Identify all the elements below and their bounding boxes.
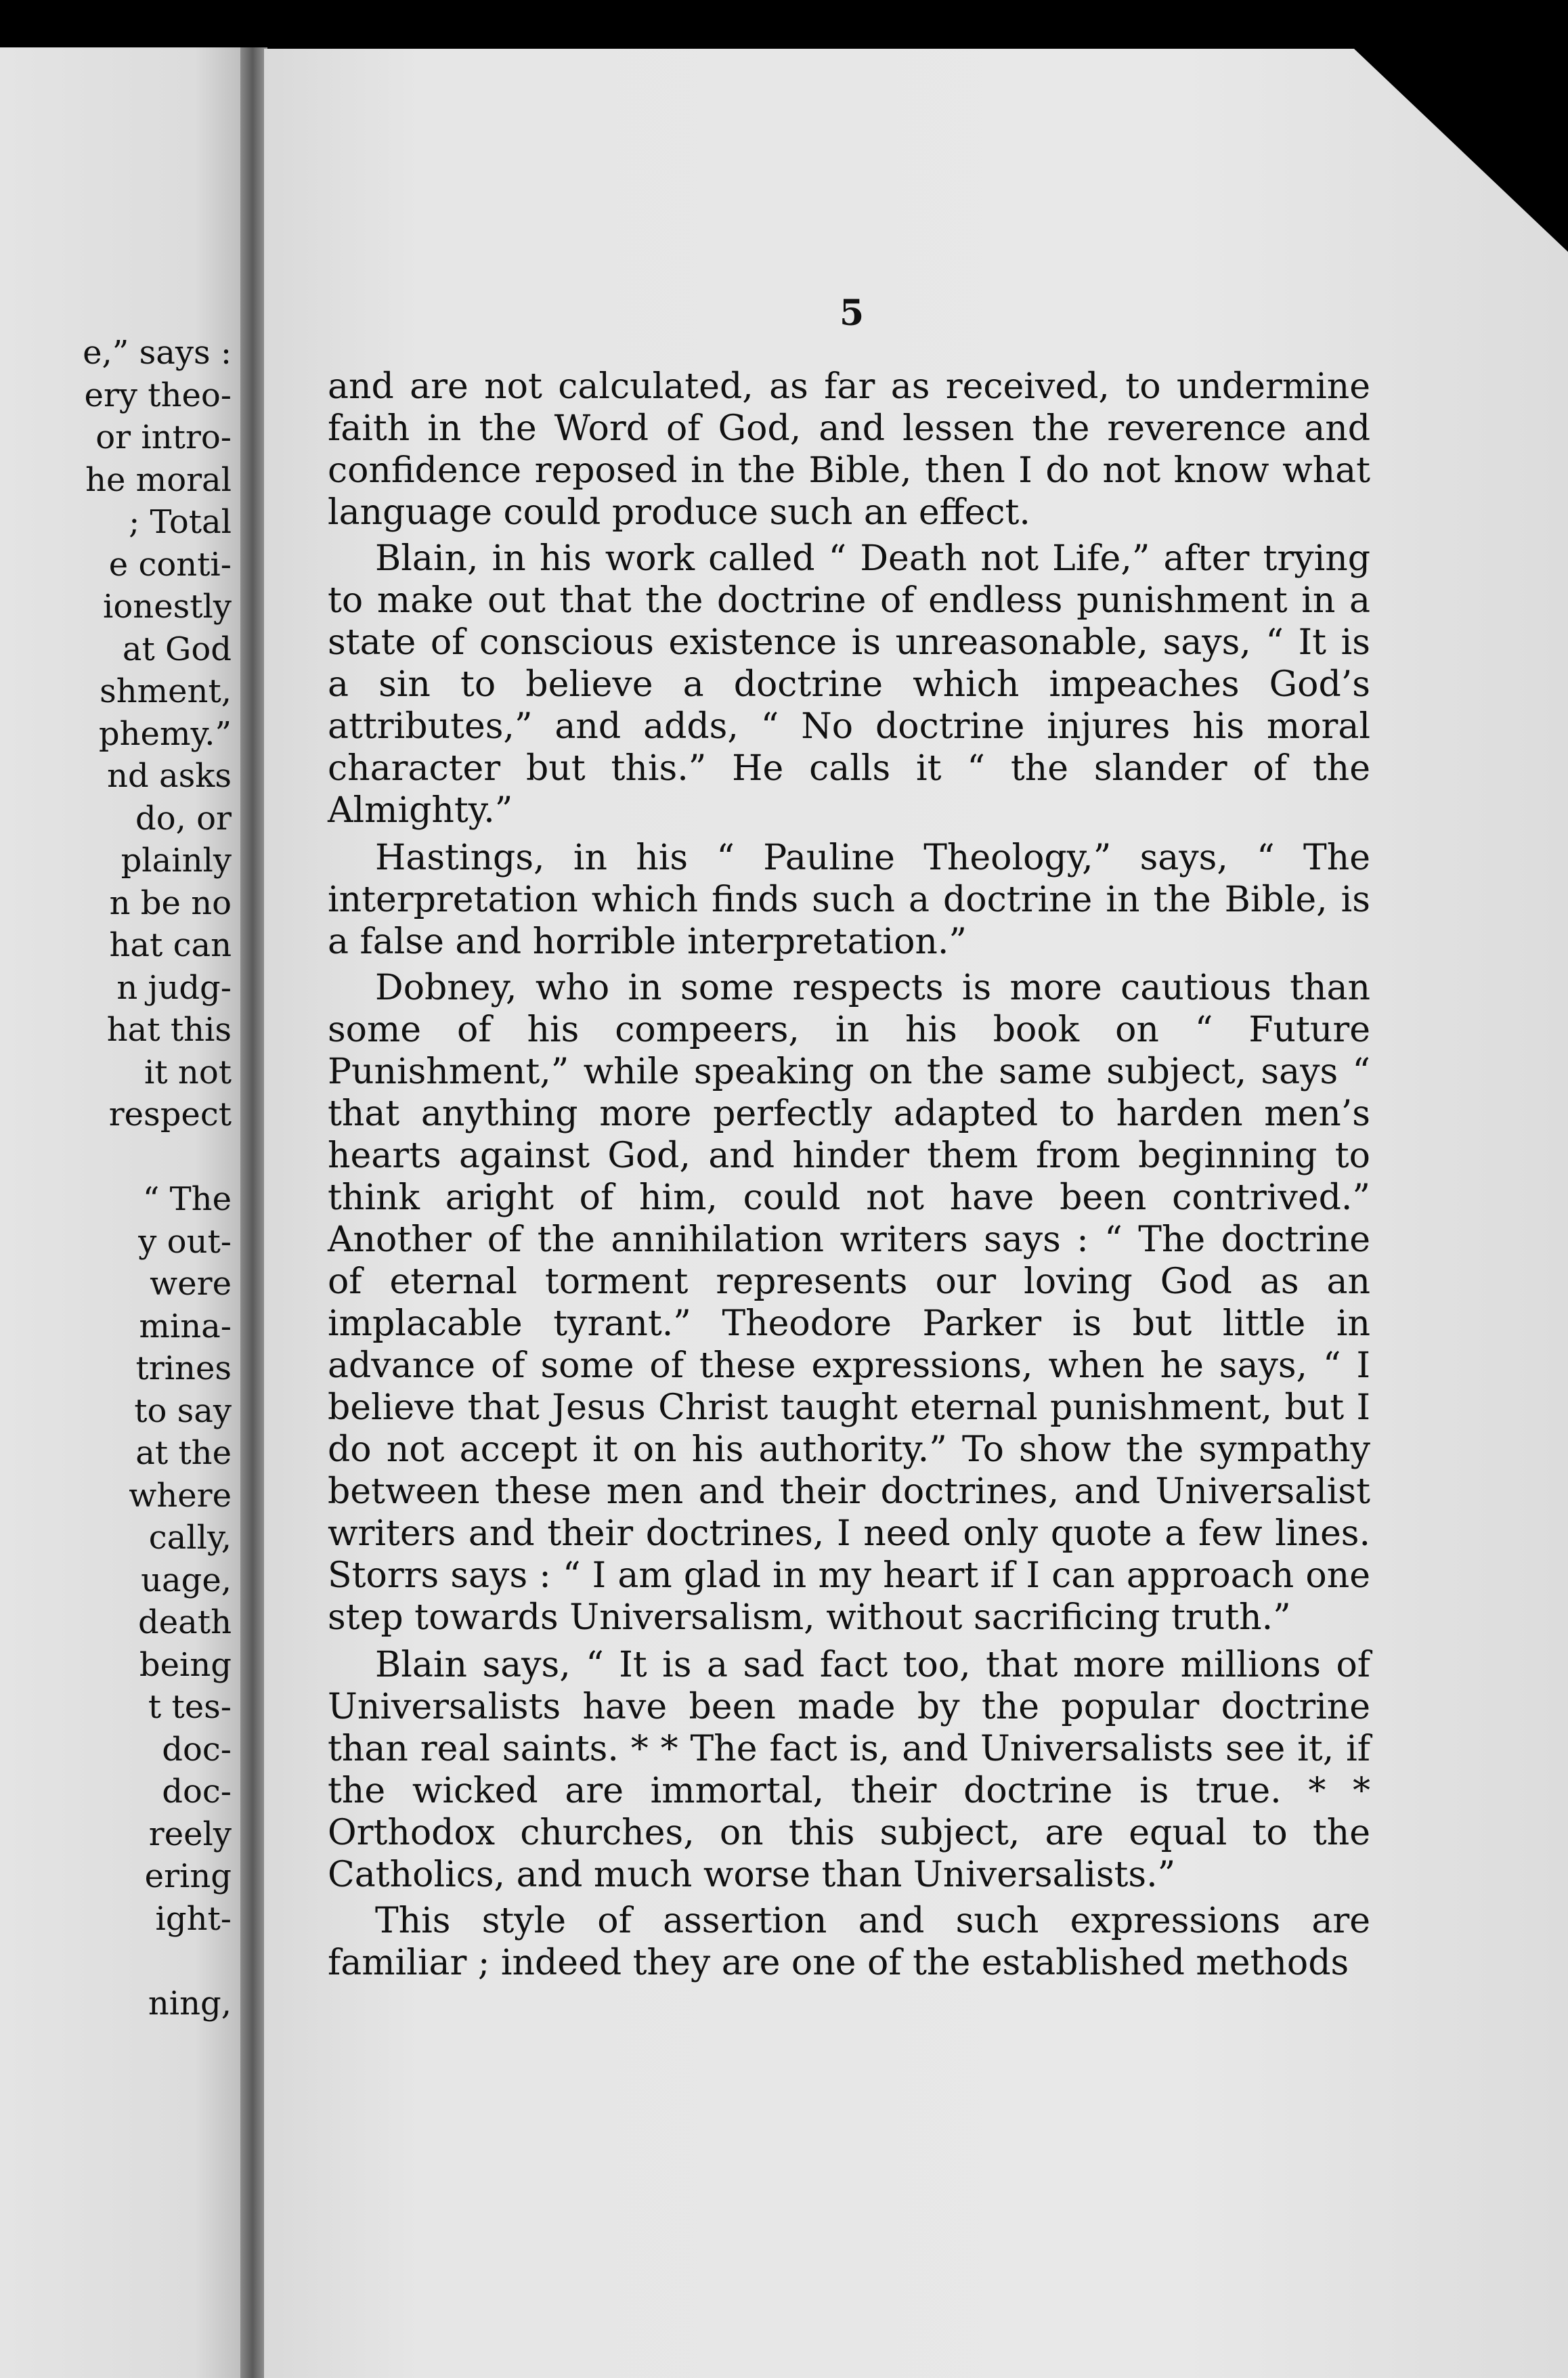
facing-page-line: n be no — [109, 884, 232, 922]
facing-page-line: it not — [144, 1053, 232, 1091]
facing-page-line: were — [150, 1265, 232, 1303]
facing-page-line: hat this — [106, 1011, 232, 1049]
facing-page-line: shment, — [100, 672, 232, 710]
facing-page-line: t tes- — [148, 1688, 232, 1726]
facing-page-line: ering — [144, 1857, 232, 1895]
facing-page-fragment — [0, 47, 244, 2378]
facing-page-line: e,” says : — [83, 334, 232, 372]
facing-page-line: ning, — [148, 1984, 232, 2023]
facing-page-line: trines — [135, 1349, 232, 1387]
facing-page-line: to say — [134, 1391, 232, 1430]
facing-page-line: “ The — [142, 1180, 232, 1218]
facing-page-line: cally, — [148, 1519, 232, 1557]
facing-page-line: mina- — [139, 1307, 232, 1345]
facing-page-line: ery theo- — [84, 376, 232, 414]
facing-page-line: where — [129, 1476, 232, 1515]
facing-page-line: at the — [135, 1434, 232, 1472]
paragraph: Dobney, who in some respects is more cautious than some of his compeers, in his book on “ Future Punishment,” while speaking on the same subject, says “ that anything more perfectly adapted to harden men’s hearts against God, and hinder them from beginning to think aright of him, could not have been contrived.” Another of the annihilation writers says : “ The doctrine of eternal torment represents our loving God as an implacable tyrant.” Theodore Parker is but little in advance of some of these expressions, when he says, “ I believe that Jesus Christ taught eternal punishment, but I do not accept it on his authority.” To show the sympathy between these men and their doctrines, and Universalist writers and their doctrines, I need only quote a few lines. Storrs says : “ I am glad in my heart if I can approach one step towards Universalism, without sacrificing truth.” — [328, 968, 1370, 1638]
facing-page-line: phemy.” — [98, 714, 232, 753]
facing-page-line: do, or — [135, 799, 232, 838]
facing-page-line: reely — [148, 1815, 232, 1853]
facing-page-line: uage, — [141, 1561, 232, 1599]
facing-page-line: doc- — [162, 1773, 232, 1811]
facing-page-line: nd asks — [107, 757, 232, 795]
facing-page-line: hat can — [109, 926, 232, 964]
paragraph: This style of assertion and such expressions are familiar ; indeed they are one of the established methods — [328, 1901, 1370, 1983]
facing-page-line: ; Total — [129, 503, 232, 541]
facing-page-line: plainly — [121, 842, 232, 880]
paragraph: Blain says, “ It is a sad fact too, that more millions of Universalists have been made by the popular doctrine than real saints. * * The fact is, and Universalists see it, if the wicked are immortal, their doctrine is true. * * Orthodox churches, on this subject, are equal to the Catholics, and much worse than Universalists.” — [328, 1645, 1370, 1895]
book-gutter — [240, 47, 267, 2378]
facing-page-line: e conti- — [108, 545, 232, 584]
facing-page-line: death — [138, 1603, 232, 1641]
page-body-text — [328, 366, 1370, 1988]
facing-page-line: respect — [108, 1096, 232, 1133]
paragraph: and are not calculated, as far as received, to undermine faith in the Word of God, and lessen the reverence and confidence reposed in the Bible, then I do not know what language could produce such an effect. — [328, 366, 1370, 533]
facing-page-line: ight- — [155, 1899, 232, 1938]
facing-page-line: being — [139, 1645, 232, 1684]
paragraph: Hastings, in his “ Pauline Theology,” says, “ The interpretation which finds such a doctrine in the Bible, is a false and horrible interpretation.” — [328, 838, 1370, 962]
facing-page-line: or intro- — [95, 418, 232, 456]
facing-page-line: at God — [122, 630, 232, 668]
paragraph: Blain, in his work called “ Death not Life,” after trying to make out that the doctrine of endless punishment in a state of conscious existence is unreasonable, says, “ It is a sin to believe a doctrine which impeaches God’s attributes,” and adds, “ No doctrine injures his moral character but this.” He calls it “ the slander of the Almighty.” — [328, 538, 1370, 831]
facing-page-line: he moral — [85, 460, 232, 499]
facing-page-line: doc- — [162, 1730, 232, 1769]
facing-page-line: n judg- — [116, 968, 232, 1007]
page-number: 5 — [840, 293, 865, 334]
facing-page-line: ionestly — [103, 588, 232, 626]
facing-page-line: y out- — [138, 1222, 232, 1261]
